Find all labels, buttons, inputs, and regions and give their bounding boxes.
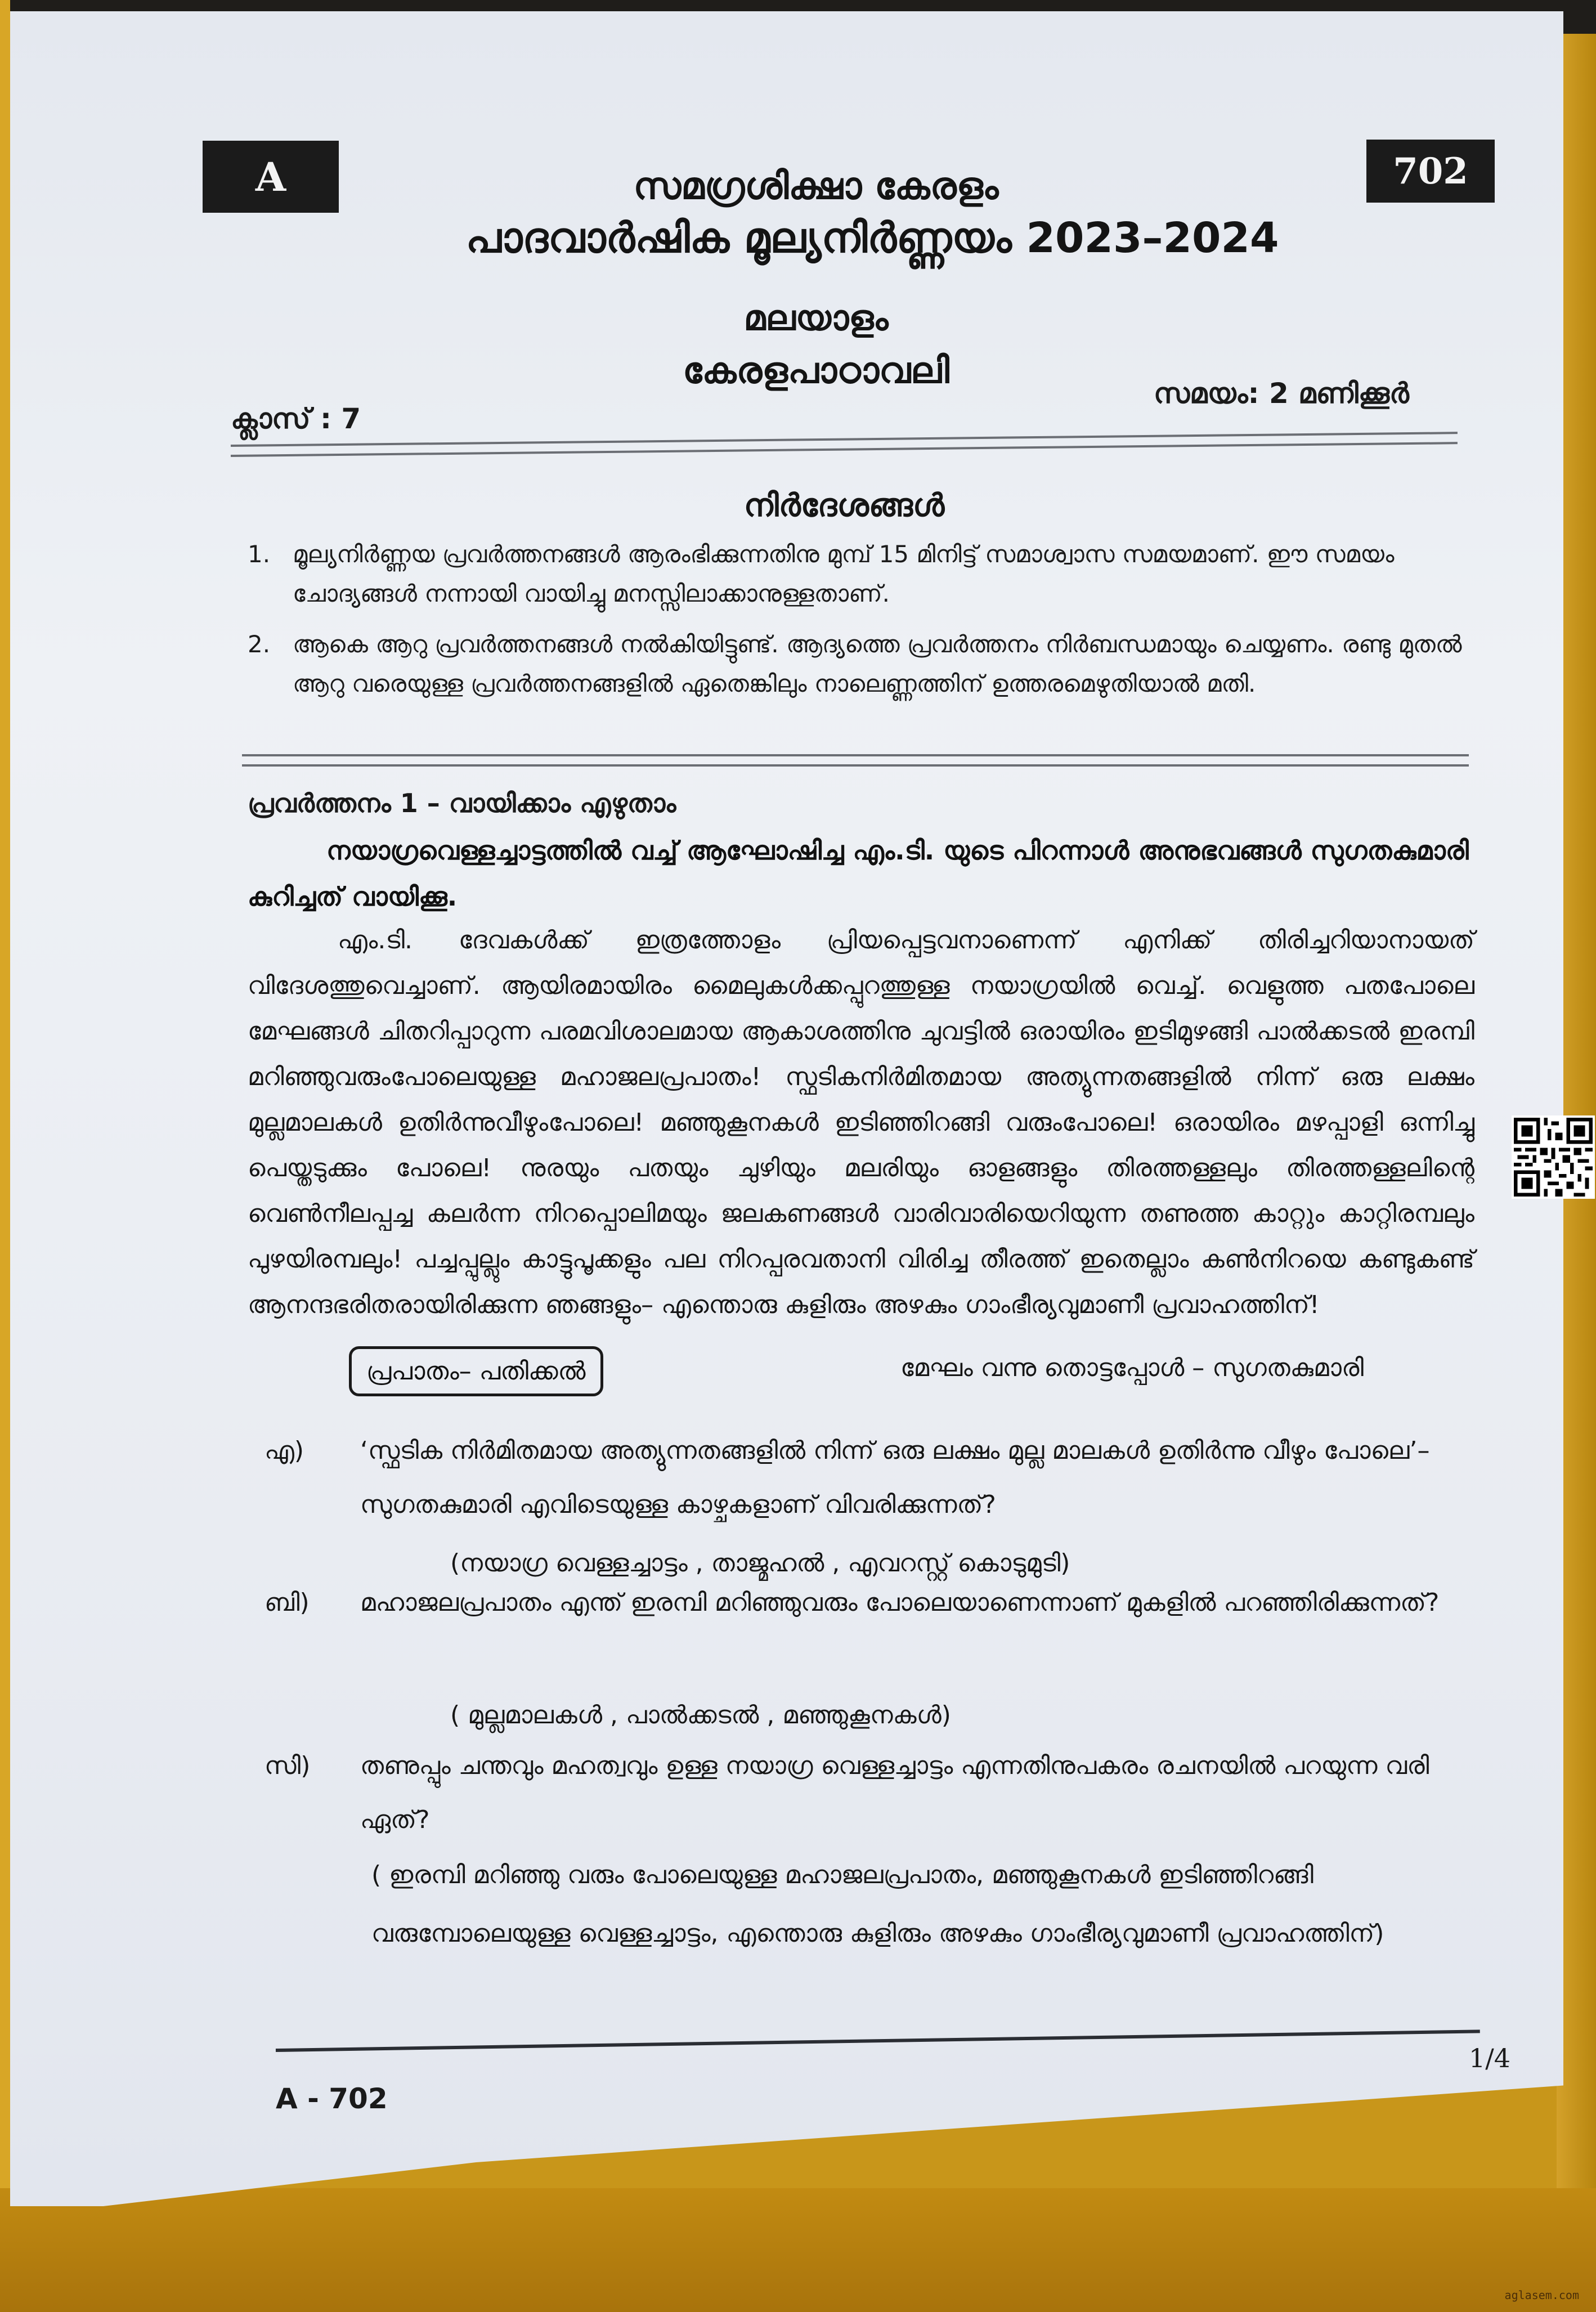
time-label: സമയം: 2 മണിക്കൂർ xyxy=(1154,377,1409,410)
question-options: (നയാഗ്ര വെള്ളച്ചാട്ടം , താജ്മഹൽ , എവറസ്റ്റ് കൊടുമുടി) xyxy=(450,1549,1070,1578)
instructions-title: നിർദേശങ്ങൾ xyxy=(743,487,945,524)
question-text: ‘സ്ഫടിക നിർമിതമായ അത്യുന്നതങ്ങളിൽ നിന്ന് ഒരു ലക്ഷം മുല്ല മാലകൾ ഉതിർന്നു വീഴും പോലെ’– സുഗതകുമാരി എവിടെയുള്ള കാഴ്ചകളാണ് വിവരിക്കുന്നത്? xyxy=(360,1436,1430,1519)
backdrop-folder-left xyxy=(0,0,10,2312)
question-text: തണുപ്പും ചന്തവും മഹത്വവും ഉള്ള നയാഗ്ര വെള്ളച്ചാട്ടം എന്നതിനുപകരം രചനയിൽ പറയുന്ന വരി ഏത്? xyxy=(360,1751,1429,1834)
question-item xyxy=(264,1424,1503,1593)
instruction-text: മൂല്യനിർണ്ണയ പ്രവർത്തനങ്ങൾ ആരംഭിക്കുന്നതിനു മുമ്പ് 15 മിനിട്ട് സമാശ്വാസ സമയമാണ്. ഈ സമയം ചോദ്യങ്ങൾ നന്നായി വായിച്ചു മനസ്സിലാക്കാനുള്ളതാണ്. xyxy=(293,540,1395,607)
reading-passage: എം.ടി. ദേവകൾക്ക് ഇത്രത്തോളം പ്രിയപ്പെട്ടവനാണെന്ന് എനിക്ക് തിരിച്ചറിയാനായത് വിദേശത്തുവെച്ചാണ്. ആയിരമായിരം മൈലുകൾക്കപ്പുറത്തുള്ള നയാഗ്രയിൽ വെച്ച്. വെളുത്ത പതപോലെ മേഘങ്ങൾ ചിതറിപ്പാറുന്ന പരമവിശാലമായ ആകാശത്തിനു ചുവട്ടിൽ ഒരായിരം ഇടിമുഴങ്ങി പാൽക്കടൽ ഇരമ്പി മറിഞ്ഞുവരുംപോലെയുള്ള മഹാജലപ്രപാതം! സ്ഫടികനിർമിതമായ അത്യുന്നതങ്ങളിൽ നിന്ന് ഒരു ലക്ഷം മുല്ലമാലകൾ ഉതിർന്നുവീഴുംപോലെ! മഞ്ഞുകൂനകൾ ഇടിഞ്ഞിറങ്ങി വരുംപോലെ! ഒരായിരം മഴപ്പാളി ഒന്നിച്ചു പെയ്തടുക്കും പോലെ! നുരയും പതയും ചുഴിയും മലരിയും ഓളങ്ങളും തിരത്തള്ളലും തിരത്തള്ളലിന്റെ വെൺനീലപ്പച്ച കലർന്ന നിറപ്പൊലിമയും ജലകണങ്ങൾ വാരിവാരിയെറിയുന്ന തണുത്ത കാറ്റും കാറ്റിരമ്പലും പുഴയിരമ്പലും! പച്ചപ്പുല്ലും കാട്ടുപൂക്കളും പല നിറപ്പരവതാനി വിരിച്ച തീരത്ത് ഇതെല്ലാം കൺനിറയെ കണ്ടുകണ്ട് ആനന്ദഭരിതരായിരിക്കുന്ന ഞങ്ങളും– എന്തൊരു കുളിരും അഴകും ഗാംഭീര്യവുമാണീ പ്രവാഹത്തിന്! xyxy=(248,926,1474,1319)
exam-title: പാദവാർഷിക മൂല്യനിർണ്ണയം 2023–2024 xyxy=(465,214,1279,262)
question-options: ( മുല്ലമാലകൾ , പാൽക്കടൽ , മഞ്ഞുകൂനകൾ) xyxy=(450,1701,951,1729)
question-label: ബി) xyxy=(264,1588,310,1617)
instructions-divider-top xyxy=(242,754,1469,756)
paper-number-badge: 702 xyxy=(1366,140,1495,203)
watermark-corner: aglasem.com xyxy=(1504,2288,1579,2302)
question-item xyxy=(264,1739,1503,2009)
question-text: മഹാജലപ്രപാതം എന്ത് ഇരമ്പി മറിഞ്ഞുവരും പോലെയാണെന്നാണ് മുകളിൽ പറഞ്ഞിരിക്കുന്നത്? xyxy=(360,1588,1440,1617)
organization-title: സമഗ്രശിക്ഷാ കേരളം xyxy=(633,164,999,208)
instructions-divider-bottom xyxy=(242,764,1469,767)
set-code-badge: A xyxy=(203,141,339,213)
question-label: സി) xyxy=(264,1751,311,1780)
instruction-text: ആകെ ആറു പ്രവർത്തനങ്ങൾ നൽകിയിട്ടുണ്ട്. ആദ്യത്തെ പ്രവർത്തനം നിർബന്ധമായും ചെയ്യണം. രണ്ടു മുതൽ ആറു വരെയുള്ള പ്രവർത്തനങ്ങളിൽ ഏതെങ്കിലും നാലെണ്ണത്തിന് ഉത്തരമെഴുതിയാൽ മതി. xyxy=(293,630,1462,697)
qr-code-icon xyxy=(1512,1115,1595,1199)
instruction-item xyxy=(248,535,1486,625)
vocabulary-box: പ്രപാതം– പതിക്കൽ xyxy=(349,1346,603,1396)
textbook-title: കേരളപാഠാവലി xyxy=(683,350,949,392)
source-credit: മേഘം വന്നു തൊട്ടപ്പോൾ – സുഗതകുമാരി xyxy=(900,1354,1364,1382)
question-options: ( ഇരമ്പി മറിഞ്ഞു വരും പോലെയുള്ള മഹാജലപ്രപാതം, മഞ്ഞുകൂനകൾ ഇടിഞ്ഞിറങ്ങി വരുമ്പോലെയുള്ള വെള്ളച്ചാട്ടം, എന്തൊരു കുളിരും അഴകും ഗാംഭീര്യവുമാണീ പ്രവാഹത്തിന്) xyxy=(371,1861,1384,1948)
question-label: എ) xyxy=(264,1436,304,1465)
activity-heading: പ്രവർത്തനം 1 – വായിക്കാം എഴുതാം xyxy=(248,788,676,818)
class-label: ക്ലാസ് : 7 xyxy=(231,402,361,435)
instruction-number: 2. xyxy=(248,630,271,658)
instruction-item xyxy=(248,625,1486,754)
subject-title: മലയാളം xyxy=(743,297,889,338)
qr-code-graphic xyxy=(1514,1118,1593,1197)
instruction-number: 1. xyxy=(248,540,271,568)
passage-intro: നയാഗ്രവെള്ളച്ചാട്ടത്തിൽ വച്ച് ആഘോഷിച്ച എം.ടി. യുടെ പിറന്നാൾ അനുഭവങ്ങൾ സുഗതകുമാരി കുറിച്ചത് വായിക്കൂ. xyxy=(248,835,1469,912)
page-number: 1/4 xyxy=(1469,2043,1511,2073)
backdrop-folder-bottom xyxy=(0,2188,1596,2312)
paper-code: A - 702 xyxy=(276,2082,388,2115)
question-item xyxy=(264,1576,1503,1745)
